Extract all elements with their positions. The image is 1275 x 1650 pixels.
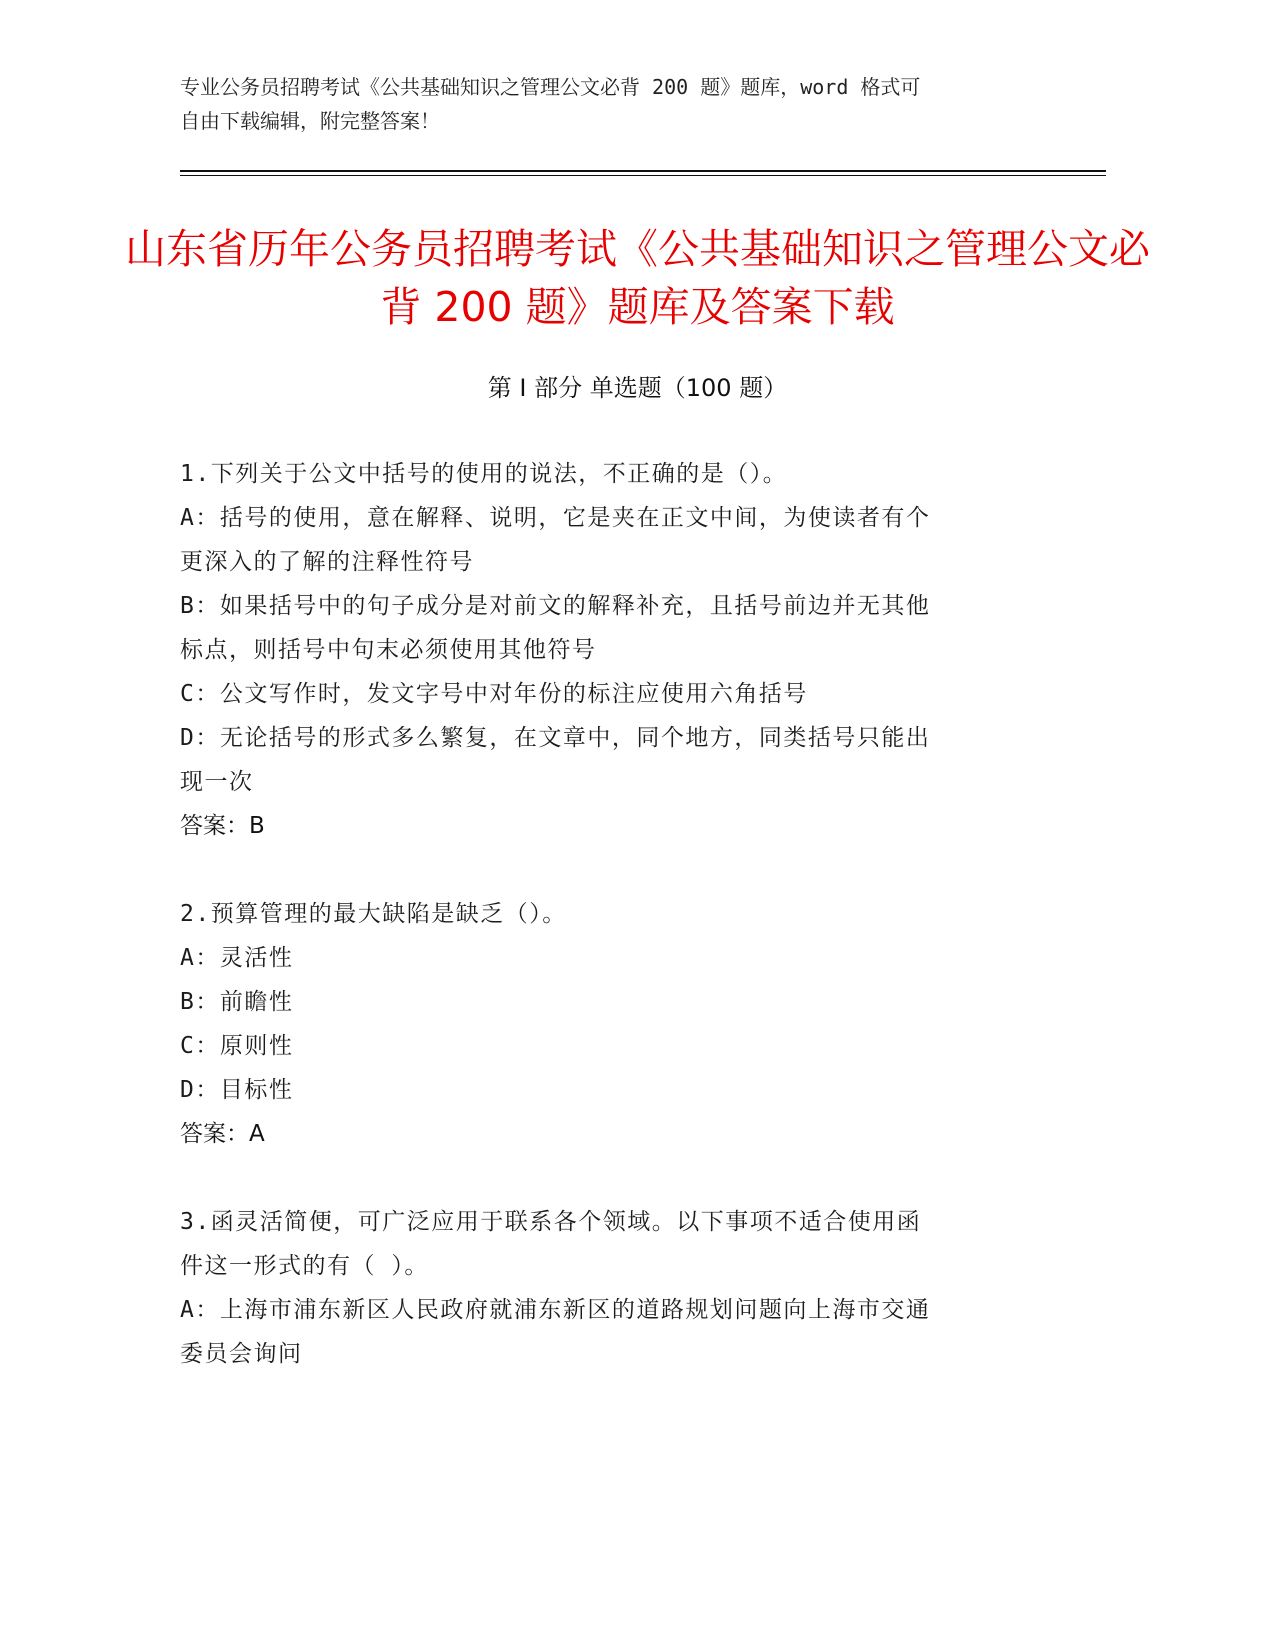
answer-option: A：上海市浦东新区人民政府就浦东新区的道路规划问题向上海市交通 [180,1297,931,1323]
answer-option: C：公文写作时，发文字号中对年份的标注应使用六角括号 [180,681,808,707]
question-stem: 3.函灵活简便，可广泛应用于联系各个领域。以下事项不适合使用函 [180,1209,922,1235]
question-block [180,1200,1030,1376]
answer-key: 答案：B [180,813,265,839]
question-stem: 2.预算管理的最大缺陷是缺乏（）。 [180,901,567,927]
section-heading: 第 I 部分 单选题（100 题） [487,374,788,402]
document-title: 山东省历年公务员招聘考试《公共基础知识之管理公文必背 200 题》题库及答案下载 [125,225,1150,331]
answer-option: D：无论括号的形式多么繁复，在文章中，同个地方，同类括号只能出 [180,725,931,751]
answer-key: 答案：A [180,1121,265,1147]
answer-option: A：灵活性 [180,945,294,971]
question-block [180,452,1030,848]
answer-option: D：目标性 [180,1077,294,1103]
answer-option: C：原则性 [180,1033,294,1059]
answer-option: 更深入的了解的注释性符号 [180,549,474,575]
answer-option: 现一次 [180,769,254,795]
answer-option: 委员会询问 [180,1341,303,1367]
answer-option: 标点，则括号中句末必须使用其他符号 [180,637,597,663]
answer-option: B：前瞻性 [180,989,294,1015]
question-stem: 1.下列关于公文中括号的使用的说法，不正确的是（）。 [180,461,788,487]
header-rule-thick [180,170,1106,172]
header-note: 专业公务员招聘考试《公共基础知识之管理公文必背 200 题》题库，word 格式可 自由下载编辑，附完整答案！ [180,75,921,133]
question-block [180,892,1030,1156]
question-list [180,452,1030,1420]
question-stem: 件这一形式的有（ ）。 [180,1253,429,1279]
answer-option: A：括号的使用，意在解释、说明，它是夹在正文中间，为使读者有个 [180,505,931,531]
header-rule-thin [180,175,1106,176]
answer-option: B：如果括号中的句子成分是对前文的解释补充，且括号前边并无其他 [180,593,931,619]
